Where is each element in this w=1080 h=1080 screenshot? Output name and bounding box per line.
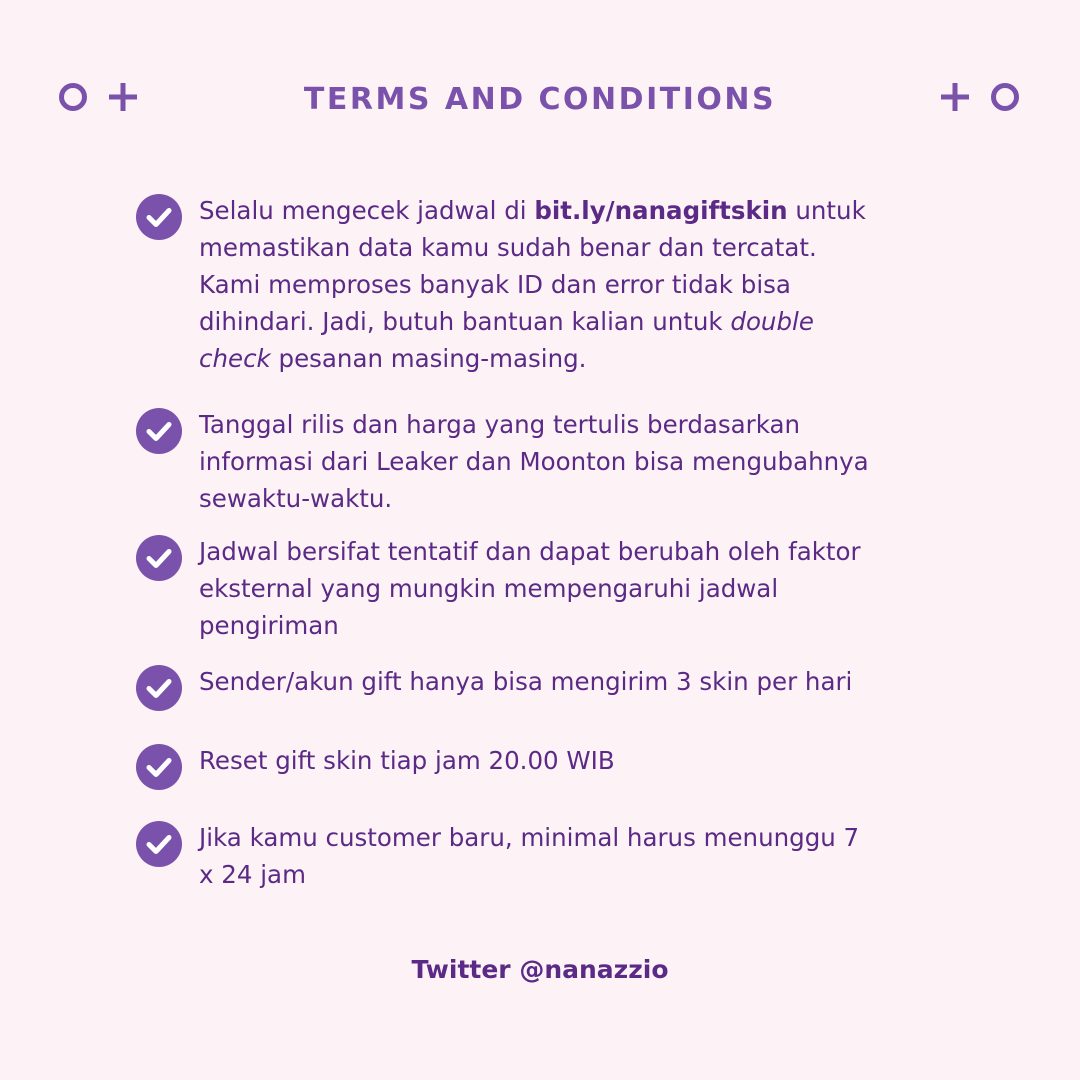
term-item xyxy=(136,192,946,377)
term-text: Sender/akun gift hanya bisa mengirim 3 skin per hari xyxy=(199,667,853,696)
term-item xyxy=(136,533,946,644)
plus-icon xyxy=(940,82,970,112)
page-title: TERMS AND CONDITIONS xyxy=(303,82,777,117)
term-text-part: untuk memastikan data kamu sudah benar dan tercatat. Kami memproses banyak ID dan error tidak bisa dihindari. Jadi, butuh bantuan kalian untuk xyxy=(199,196,866,336)
check-circle-icon xyxy=(136,535,182,581)
check-circle-icon xyxy=(136,821,182,867)
check-circle-icon xyxy=(136,665,182,711)
term-item xyxy=(136,663,946,711)
term-text: Jika kamu customer baru, minimal harus menunggu 7 x 24 jam xyxy=(199,823,860,889)
check-circle-icon xyxy=(136,194,182,240)
term-text: Jadwal bersifat tentatif dan dapat berubah oleh faktor eksternal yang mungkin mempengaruhi jadwal pengiriman xyxy=(199,537,861,640)
term-text xyxy=(199,192,866,377)
term-text-emphasis: double check xyxy=(199,307,814,373)
check-circle-icon xyxy=(136,744,182,790)
term-text-part: Selalu mengecek jadwal di xyxy=(199,196,535,225)
term-item xyxy=(136,819,946,893)
term-item xyxy=(136,406,946,517)
term-item xyxy=(136,742,946,790)
term-text-part: pesanan masing-masing. xyxy=(270,344,587,373)
term-text: Reset gift skin tiap jam 20.00 WIB xyxy=(199,746,615,775)
circle-icon xyxy=(990,82,1020,112)
term-text: Tanggal rilis dan harga yang tertulis berdasarkan informasi dari Leaker dan Moonton bisa mengubahnya sewaktu-waktu. xyxy=(199,410,869,513)
terms-list xyxy=(136,192,946,893)
header-decoration-right xyxy=(940,82,1020,112)
check-circle-icon xyxy=(136,408,182,454)
schedule-link[interactable]: bit.ly/nanagiftskin xyxy=(534,196,788,225)
footer-social-handle: Twitter @nanazzio xyxy=(411,955,669,984)
